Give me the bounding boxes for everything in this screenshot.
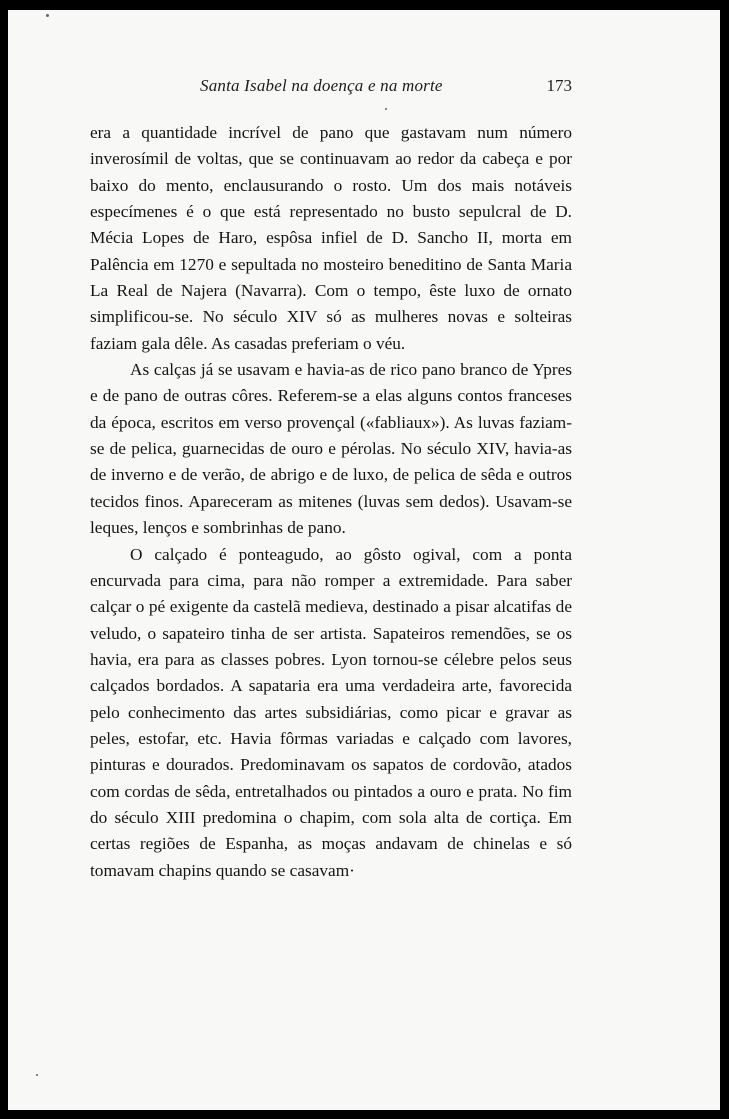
running-title: Santa Isabel na doença e na morte [200,76,443,95]
page-header [88,76,572,102]
print-speck [385,108,387,110]
body-text [90,120,572,884]
print-speck [36,1074,38,1076]
paragraph-continuation: era a quantidade incrível de pano que gastavam num número inverosímil de voltas, que se continuavam ao redor da cabeça e por baixo do mento, enclausurando o rosto. Um dos mais notáveis especímenes é o que está representado no busto sepulcral de D. Mécia Lopes de Haro, espôsa infiel de D. Sancho II, morta em Palência em 1270 e sepultada no mosteiro beneditino de Santa Maria La Real de Najera (Navarra). Com o tempo, êste luxo de ornato simplificou-se. No século XIV só as mulheres novas e solteiras faziam gala dêle. As casadas preferiam o véu. [90,123,572,353]
print-speck [46,14,49,17]
page-number: 173 [546,76,572,95]
book-page [8,10,720,1110]
paragraph-calcado: O calçado é ponteagudo, ao gôsto ogival, com a ponta encurvada para cima, para não romper a extremidade. Para saber calçar o pé exigente da castelã medieva, destinado a pisar alcatifas de veludo, o sapateiro tinha de ser artista. Sapateiros remendões, se os havia, era para as classes pobres. Lyon tornou-se célebre pelos seus calçados bordados. A sapataria era uma verdadeira arte, favorecida pelo conhecimento das artes subsidiárias, como picar e gravar as peles, estofar, etc. Havia fôrmas variadas e calçado com lavores, pinturas e dourados. Predominavam os sapatos de cordovão, atados com cordas de sêda, entretalhados ou pintados a ouro e prata. No fim do século XIII predomina o chapim, com sola alta de cortiça. Em certas regiões de Espanha, as moças andavam de chinelas e só tomavam chapins quando se casavam· [90,544,572,880]
paragraph-calcas: As calças já se usavam e havia-as de rico pano branco de Ypres e de pano de outras côres. Referem-se a elas alguns contos franceses da época, escritos em verso provençal («fabliaux»). As luvas faziam-se de pelica, guarnecidas de ouro e pérolas. No século XIV, havia-as de inverno e de verão, de abrigo e de luxo, de pelica de sêda e outros tecidos finos. Apareceram as mitenes (luvas sem dedos). Usavam-se leques, lenços e sombrinhas de pano. [90,360,572,538]
